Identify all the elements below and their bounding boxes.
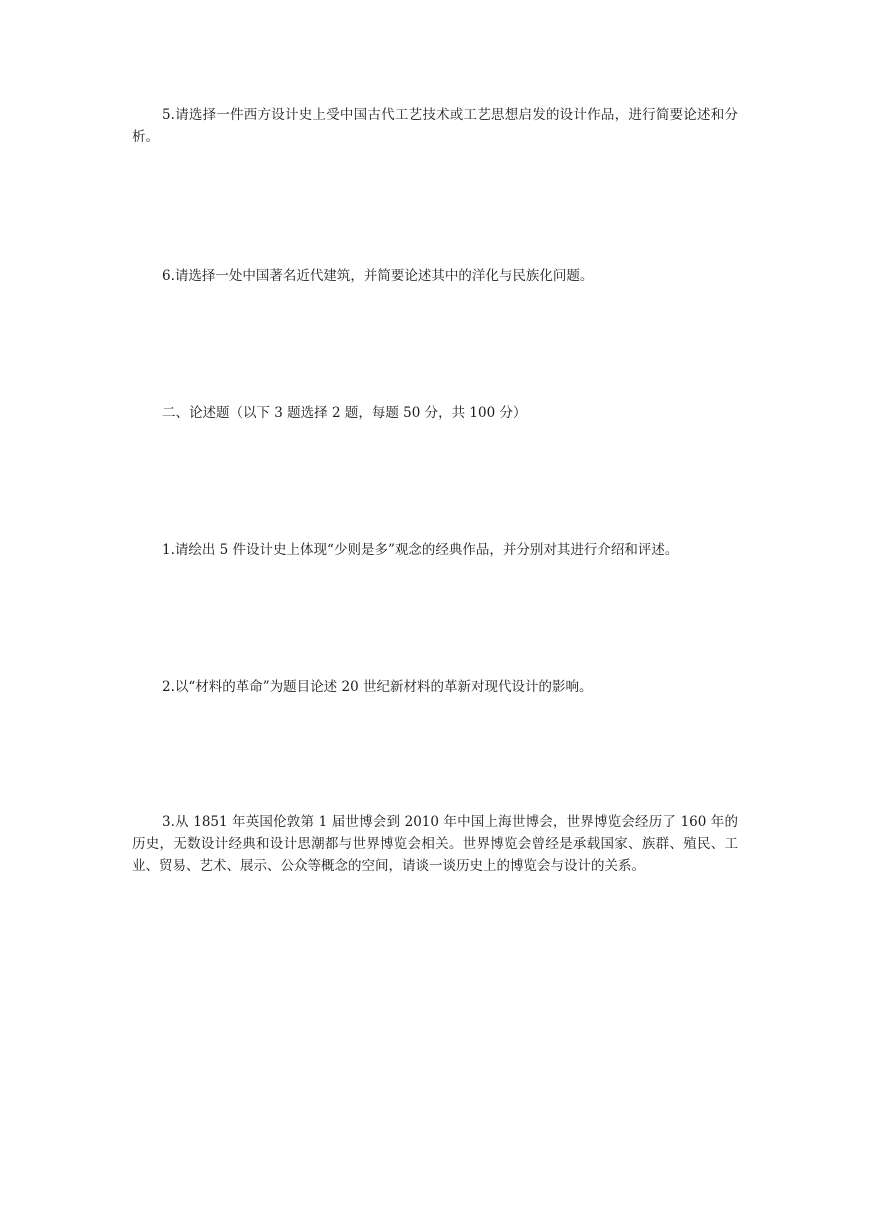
section-two-heading: 二、论述题（以下 3 题选择 2 题，每题 50 分，共 100 分）: [162, 405, 527, 421]
question-5: 5.请选择一件西方设计史上受中国古代工艺技术或工艺思想启发的设计作品，进行简要论述和分析。: [132, 107, 738, 145]
essay-question-2: 2.以“材料的革命”为题目论述 20 世纪新材料的革新对现代设计的影响。: [162, 679, 593, 695]
essay-question-3: 3.从 1851 年英国伦敦第 1 届世博会到 2010 年中国上海世博会，世界博览会经历了 160 年的历史，无数设计经典和设计思潮都与世界博览会相关。世界博览会曾经是承载国家、族群、殖民、工业、贸易、艺术、展示、公众等概念的空间，请谈一谈历史上的博览会与设计的关系。: [132, 814, 738, 874]
essay-question-1: 1.请绘出 5 件设计史上体现“少则是多”观念的经典作品，并分别对其进行介绍和评述。: [162, 542, 679, 558]
question-6: 6.请选择一处中国著名近代建筑，并简要论述其中的洋化与民族化问题。: [162, 268, 594, 284]
